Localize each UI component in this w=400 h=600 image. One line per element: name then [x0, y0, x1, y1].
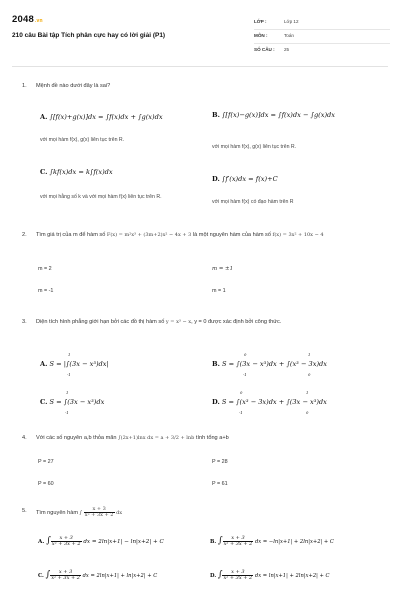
option-letter: B. [212, 111, 220, 119]
option-b[interactable] [212, 111, 335, 119]
upper-limit: 1 [308, 352, 311, 357]
answer-c[interactable]: P = 60 [38, 481, 54, 487]
question-number: 4. [22, 435, 27, 441]
fraction [223, 536, 254, 547]
question-text-part: Tìm nguyên hàm [36, 510, 78, 516]
option-b[interactable] [212, 360, 327, 368]
option-c[interactable] [38, 570, 157, 581]
question-text-part: Diện tích hình phẳng giới hạn bởi các đồ thị hàm số [36, 319, 165, 325]
meta-key: MÔN : [254, 33, 268, 38]
question-number: 1. [22, 83, 27, 89]
question-number: 5. [22, 508, 27, 514]
integral-sign: ∫ [217, 570, 223, 580]
option-b[interactable] [210, 536, 334, 547]
option-d[interactable] [210, 570, 329, 581]
option-letter: C. [38, 573, 44, 579]
fraction [51, 536, 82, 547]
question-text: Mệnh đề nào dưới đây là sai? [36, 83, 111, 89]
option-formula: S = ∫(x³ − 3x)dx + ∫(3x − x³)dx [221, 398, 327, 406]
question-number: 2. [22, 232, 27, 238]
question-text [36, 318, 382, 327]
option-letter: B. [212, 360, 220, 368]
answer-a[interactable]: P = 27 [38, 459, 54, 465]
answer-d[interactable]: P = 61 [212, 481, 228, 487]
option-formula: ∫kf(x)dx = k∫f(x)dx [49, 168, 113, 176]
option-d[interactable] [212, 175, 278, 183]
meta-key: LỚP : [254, 19, 267, 24]
document-header [0, 0, 400, 66]
meta-row-class [254, 16, 390, 30]
option-letter: A. [38, 539, 45, 545]
integral-sign: ∫ [46, 536, 51, 546]
upper-limit: 1 [68, 352, 71, 357]
option-c[interactable] [40, 398, 104, 406]
option-formula: dx = ln|x+1| + 2ln|x+2| + C [254, 573, 330, 579]
answer-a[interactable]: m = 2 [38, 266, 52, 272]
denominator: x² + 3x + 2 [51, 541, 81, 547]
option-d[interactable] [212, 398, 327, 406]
numerator: x + 3 [50, 570, 81, 576]
lower-limit: -1 [65, 410, 69, 415]
question-text-part: tính tổng a+b [195, 435, 229, 441]
meta-value: 25 [284, 47, 290, 52]
option-letter: C. [40, 168, 48, 176]
inline-formula: ∫(2x+1)lnx dx = a + 3/2 + lnb [118, 435, 195, 441]
meta-key: SỐ CÂU : [254, 47, 275, 52]
upper-limit: 1 [306, 390, 309, 395]
document-title: 210 câu Bài tập Tích phân cực hay có lời giải (P1) [12, 32, 166, 39]
option-letter: A. [40, 360, 48, 368]
fraction [50, 570, 81, 581]
lower-limit: -1 [243, 372, 247, 377]
option-a[interactable] [38, 536, 164, 547]
option-formula: ∫[f(x)+g(x)]dx = ∫f(x)dx + ∫g(x)dx [49, 113, 163, 121]
inline-formula: ∫ $\frac{x + 3}{\text{x² + 3x + 2}}$ dx [79, 506, 123, 518]
meta-value: Lớp 12 [284, 19, 299, 24]
question-number: 3. [22, 319, 27, 325]
lower-limit: 0 [308, 372, 311, 377]
numerator: x + 3 [222, 570, 253, 576]
upper-limit: 0 [240, 390, 243, 395]
option-formula: S = |∫(3x − x³)dx| [49, 360, 109, 368]
upper-limit: 0 [244, 352, 247, 357]
option-a-note: với mọi hàm f(x), g(x) liên tục trên R. [40, 137, 125, 143]
option-c-note: với mọi hằng số k và với mọi hàm f(x) liên tục trên R. [40, 194, 162, 200]
lower-limit: -1 [67, 372, 71, 377]
option-formula: dx = 2ln|x+1| + ln|x+2| + C [82, 573, 158, 579]
inline-formula: f(x) = 3x² + 10x − 4 [272, 232, 324, 238]
answer-b[interactable]: P = 28 [212, 459, 228, 465]
inline-formula: F(x) = m²x³ + (3m+2)x² − 4x + 3 [106, 232, 192, 238]
option-formula: S = ∫(3x − x³)dx + ∫(x³ − 3x)dx [221, 360, 327, 368]
meta-row-subject [254, 30, 390, 44]
option-formula: S = ∫(3x − x³)dx [49, 398, 105, 406]
answer-b[interactable]: m = ±1 [212, 266, 234, 272]
option-letter: D. [212, 398, 220, 406]
option-letter: D. [210, 573, 217, 579]
integral-sign: ∫ [45, 570, 51, 580]
lower-limit: 0 [306, 410, 309, 415]
option-a[interactable] [40, 360, 109, 368]
option-letter: B. [210, 539, 217, 545]
integral-sign: ∫ [217, 536, 223, 546]
numerator: x + 3 [84, 507, 115, 513]
question-text-part: Với các số nguyên a,b thỏa mãn [36, 435, 117, 441]
option-formula: ∫f′(x)dx = f(x)+C [221, 175, 278, 183]
fraction [84, 507, 115, 518]
denominator: x² + 3x + 2 [223, 541, 253, 547]
question-text-part: là một nguyên hàm của hàm số [192, 232, 271, 238]
logo-suffix: .vn [34, 18, 43, 24]
question-text [36, 434, 382, 443]
option-d-note: với mọi hàm f(x) có đạo hàm trên R [212, 199, 294, 205]
meta-value: Toán [284, 33, 294, 38]
option-formula: ∫[f(x)−g(x)]dx = ∫f(x)dx − ∫g(x)dx [221, 111, 335, 119]
option-a[interactable] [40, 113, 163, 121]
question-text-part: , y = 0 được xác định bởi công thức. [191, 319, 282, 325]
fraction [222, 570, 253, 581]
meta-row-count [254, 44, 390, 58]
answer-c[interactable]: m = -1 [38, 288, 54, 294]
site-logo[interactable] [12, 14, 43, 25]
option-formula: dx = −ln|x+1| + 2ln|x+2| + C [254, 539, 334, 545]
lower-limit: -1 [239, 410, 243, 415]
header-divider [12, 66, 388, 67]
question-text [36, 231, 382, 240]
answer-d[interactable]: m = 1 [212, 288, 226, 294]
option-letter: D. [212, 175, 220, 183]
question-text [36, 507, 382, 518]
upper-limit: 1 [66, 390, 69, 395]
inline-formula: y = x³ − x [165, 319, 192, 325]
option-letter: A. [40, 113, 48, 121]
option-c[interactable] [40, 168, 113, 176]
denominator: x² + 3x + 2 [223, 575, 253, 581]
option-formula: dx = 2ln|x+1| − ln|x+2| + C [83, 539, 164, 545]
numerator: x + 3 [51, 536, 82, 542]
denominator: x² + 3x + 2 [51, 575, 80, 581]
denominator: x² + 3x + 2 [84, 512, 114, 518]
numerator: x + 3 [223, 536, 254, 542]
question-text-part: Tìm giá trị của m để hàm số [36, 232, 106, 238]
option-b-note: với mọi hàm f(x), g(x) liên tục trên R. [212, 144, 297, 150]
logo-text: 2048 [12, 14, 34, 25]
option-letter: C. [40, 398, 48, 406]
